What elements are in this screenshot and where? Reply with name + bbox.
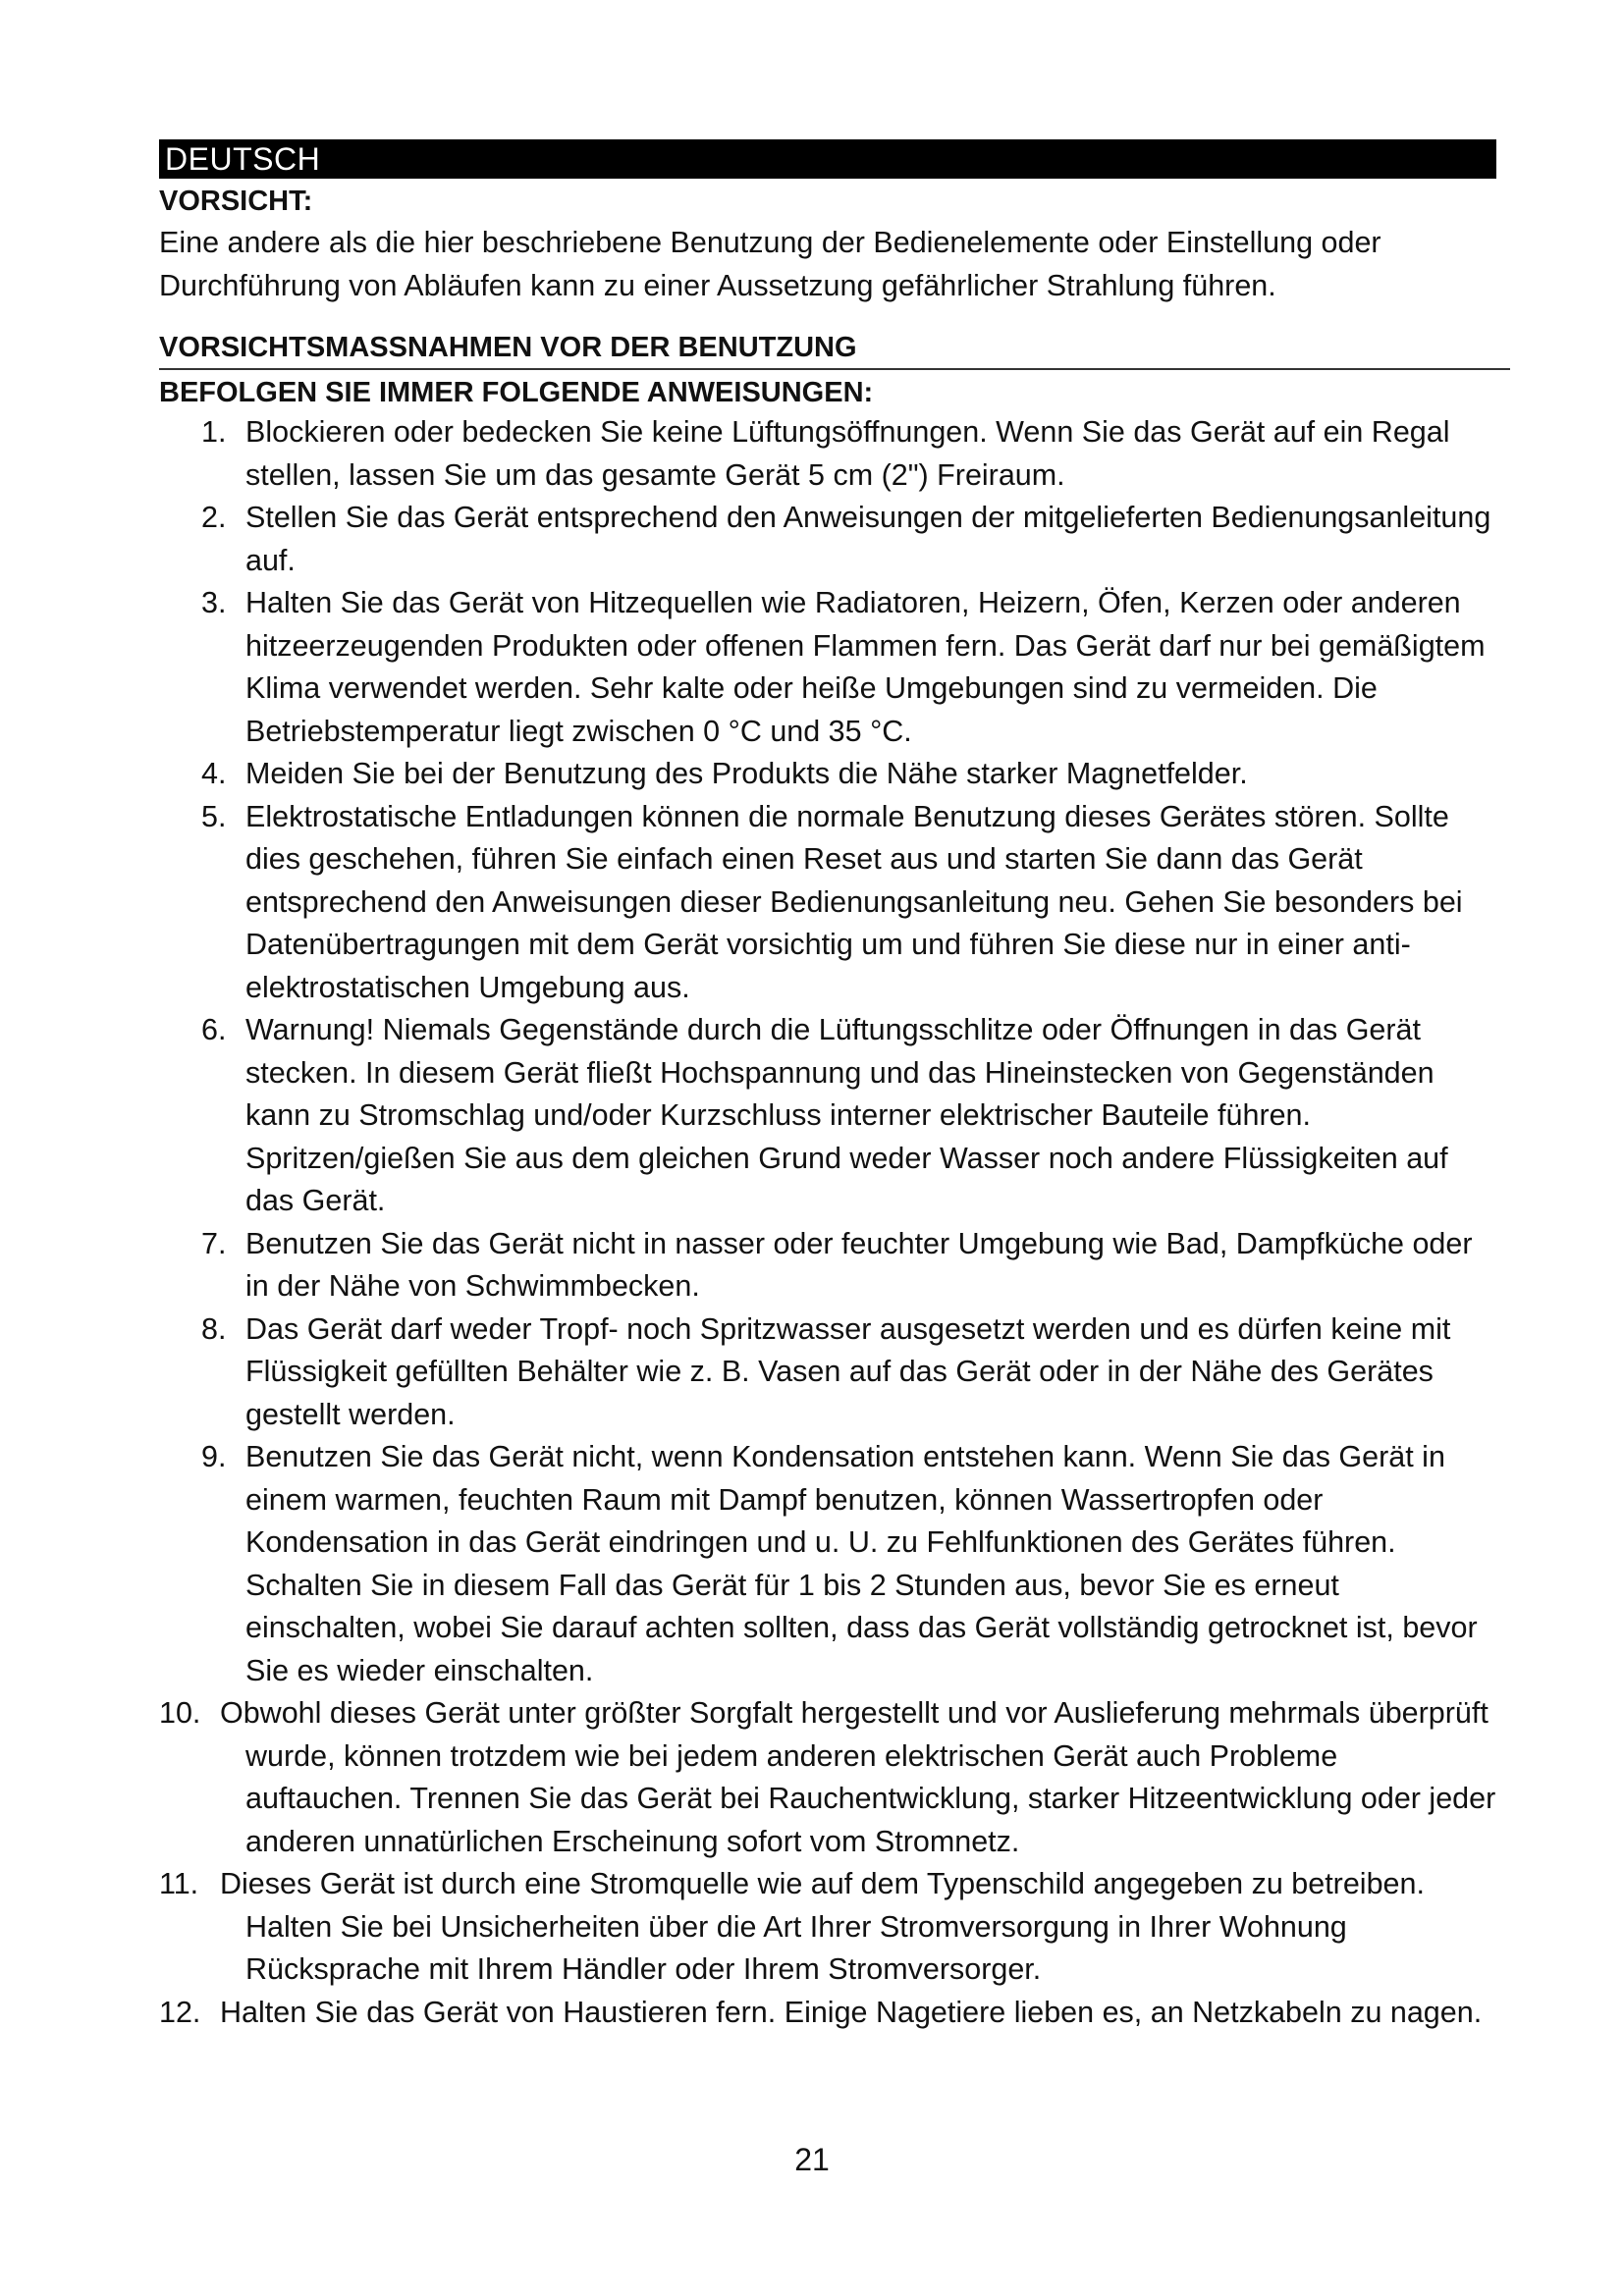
list-item-number: 12. <box>159 1995 201 2029</box>
list-item-text: Benutzen Sie das Gerät nicht, wenn Kondensation entstehen kann. Wenn Sie das Gerät in einem warmen, feuchten Raum mit Dampf benutzen, können Wassertropfen oder Kondensation in das Gerät eindringen und u. U. zu Fehlfunktionen des Gerätes führen. Schalten Sie in diesem Fall das Gerät für 1 bis 2 Stunden aus, bevor Sie es erneut einschalten, wobei Sie darauf achten sollten, dass das Gerät vollständig getrocknet ist, bevor Sie es wieder einschalten. <box>245 1440 1478 1687</box>
list-item-text: Benutzen Sie das Gerät nicht in nasser oder feuchter Umgebung wie Bad, Dampfküche oder in der Nähe von Schwimmbecken. <box>245 1226 1473 1303</box>
list-item-text: Elektrostatische Entladungen können die normale Benutzung dieses Gerätes stören. Sollte dies geschehen, führen Sie einfach einen Reset aus und starten Sie dann das Gerät entsprechend den Anweisungen dieser Bedienungsanleitung neu. Gehen Sie besonders bei Datenübertragungen mit dem Gerät vorsichtig um und führen Sie diese nur in einer anti-elektrostatischen Umgebung aus. <box>245 799 1463 1004</box>
list-item <box>159 1863 1496 1992</box>
manual-page <box>159 139 1496 2034</box>
list-item-text: Dieses Gerät ist durch eine Stromquelle wie auf dem Typenschild angegeben zu betreiben. Halten Sie bei Unsicherheiten über die Art Ihrer Stromversorgung in Ihrer Wohnung Rücksprache mit Ihrem Händler oder Ihrem Stromversorger. <box>220 1867 1425 1986</box>
language-header-bar: DEUTSCH <box>159 139 1496 179</box>
list-item-number: 10. <box>159 1696 201 1730</box>
list-item <box>159 1223 1496 1308</box>
list-item-number: 8. <box>201 1311 227 1346</box>
list-item <box>159 497 1496 582</box>
instructions-list <box>159 411 1496 2034</box>
list-item-number: 5. <box>201 799 227 833</box>
precautions-title: VORSICHTSMASSNAHMEN VOR DER BENUTZUNG <box>159 332 857 363</box>
list-item-text: Halten Sie das Gerät von Haustieren fern. Einige Nagetiere lieben es, an Netzkabeln zu nagen. <box>220 1995 1483 2029</box>
list-item <box>159 582 1496 753</box>
list-item-text: Meiden Sie bei der Benutzung des Produkts die Nähe starker Magnetfelder. <box>245 757 1248 790</box>
list-item-number: 6. <box>201 1013 227 1046</box>
list-item-number: 4. <box>201 757 227 790</box>
list-item-number: 11. <box>159 1867 199 1900</box>
instructions-subtitle: BEFOLGEN SIE IMMER FOLGENDE ANWEISUNGEN: <box>159 377 874 408</box>
list-item-text: Stellen Sie das Gerät entsprechend den Anweisungen der mitgelieferten Bedienungsanleitung auf. <box>245 501 1491 577</box>
caution-title: VORSICHT: <box>159 186 313 217</box>
list-item <box>159 1692 1496 1863</box>
list-item-text: Das Gerät darf weder Tropf- noch Spritzwasser ausgesetzt werden und es dürfen keine mit Flüssigkeit gefüllten Behälter wie z. B. Vasen auf das Gerät oder in der Nähe des Gerätes gestellt werden. <box>245 1311 1451 1431</box>
list-item-number: 7. <box>201 1226 227 1260</box>
list-item-text: Halten Sie das Gerät von Hitzequellen wie Radiatoren, Heizern, Öfen, Kerzen oder anderen hitzeerzeugenden Produkten oder offenen Flammen fern. Das Gerät darf nur bei gemäßigtem Klima verwendet werden. Sehr kalte oder heiße Umgebungen sind zu vermeiden. Die Betriebstemperatur liegt zwischen 0 °C und 35 °C. <box>245 586 1486 748</box>
list-item <box>159 1308 1496 1437</box>
page-number: 21 <box>794 2142 830 2177</box>
list-item-number: 1. <box>201 415 227 449</box>
list-item <box>159 1009 1496 1223</box>
caution-text: Eine andere als die hier beschriebene Benutzung der Bedienelemente oder Einstellung oder Durchführung von Abläufen kann zu einer Aussetzung gefährlicher Strahlung führen. <box>159 226 1381 302</box>
list-item <box>159 411 1496 497</box>
list-item <box>159 1992 1496 2035</box>
list-item <box>159 1436 1496 1692</box>
section-divider <box>159 368 1510 370</box>
list-item <box>159 796 1496 1010</box>
list-item-text: Obwohl dieses Gerät unter größter Sorgfalt hergestellt und vor Auslieferung mehrmals überprüft wurde, können trotzdem wie bei jedem anderen elektrischen Gerät auch Probleme auftauchen. Trennen Sie das Gerät bei Rauchentwicklung, starker Hitzeentwicklung oder jeder anderen unnatürlichen Erscheinung sofort vom Stromnetz. <box>220 1696 1496 1858</box>
list-item-number: 3. <box>201 586 227 619</box>
list-item-number: 9. <box>201 1440 227 1473</box>
list-item-text: Warnung! Niemals Gegenstände durch die Lüftungsschlitze oder Öffnungen in das Gerät stecken. In diesem Gerät fließt Hochspannung und das Hineinstecken von Gegenständen kann zu Stromschlag und/oder Kurzschluss interner elektrischer Bauteile führen. Spritzen/gießen Sie aus dem gleichen Grund weder Wasser noch andere Flüssigkeiten auf das Gerät. <box>245 1013 1448 1217</box>
list-item <box>159 753 1496 796</box>
list-item-text: Blockieren oder bedecken Sie keine Lüftungsöffnungen. Wenn Sie das Gerät auf ein Regal stellen, lassen Sie um das gesamte Gerät 5 cm (2") Freiraum. <box>245 415 1450 492</box>
list-item-number: 2. <box>201 501 227 534</box>
